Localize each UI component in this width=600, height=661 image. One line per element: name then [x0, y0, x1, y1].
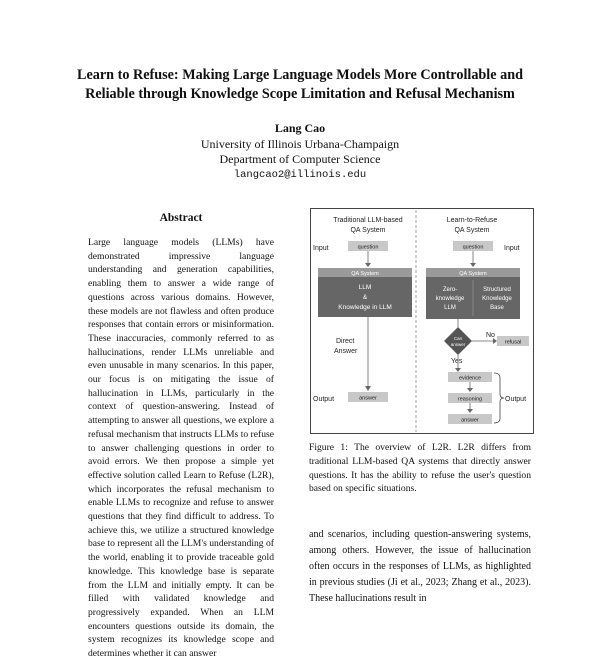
reasoning-arrowhead	[467, 409, 473, 413]
direct-label: Direct	[336, 338, 355, 345]
can-label: Can	[453, 336, 463, 341]
right-input-label: Input	[504, 245, 520, 252]
left-answer-text: answer	[359, 395, 377, 402]
author-block	[100, 121, 500, 183]
left-knowledge-label: Knowledge in LLM	[338, 304, 392, 311]
left-arrowhead-2	[365, 386, 371, 391]
left-input-label: Input	[313, 245, 329, 252]
left-title-2: QA System	[350, 227, 386, 234]
title-line-1: Learn to Refuse: Making Large Language Models More Controllable and	[77, 67, 523, 83]
answer-text: answer	[461, 417, 479, 424]
figure-caption: Figure 1: The overview of L2R. L2R differs from traditional LLM-based QA systems that directly answer questions. It has the ability to refuse the user's question based on specific situations.	[309, 442, 531, 495]
left-amp-label: &	[362, 294, 368, 301]
left-arrowhead-1	[365, 263, 371, 267]
left-title-1: Traditional LLM-based	[333, 217, 403, 224]
yes-label: Yes	[451, 358, 463, 365]
can-answer-diamond	[444, 327, 472, 355]
evidence-arrowhead	[467, 388, 473, 392]
affiliation: University of Illinois Urbana-Champaign	[200, 136, 400, 151]
yes-arrowhead	[455, 368, 461, 372]
no-label: No	[486, 332, 495, 339]
left-question-text: question	[357, 244, 379, 251]
right-question-text: question	[462, 244, 484, 251]
left-llm-label: LLM	[358, 284, 372, 291]
answer-label: Answer	[334, 348, 358, 355]
right-title-2: QA System	[454, 227, 490, 234]
struct-label-3: Base	[490, 305, 504, 311]
right-arrowhead-1	[470, 263, 476, 267]
author-name: Lang Cao	[274, 121, 326, 135]
zero-label-1: Zero-	[442, 287, 458, 293]
email: langcao2@illinois.edu	[233, 168, 367, 181]
zero-label-2: knowledge	[435, 296, 465, 302]
title-line-2: Reliable through Knowledge Scope Limitation and Refusal Mechanism	[85, 86, 515, 102]
refusal-text: refusal	[504, 339, 522, 346]
abstract-text: Large language models (LLMs) have demonstrated impressive language understanding and generation capabilities, enabling them to answer a wide range of questions across various domains. However, these models are not flawless and often produce responses that contain errors or misinformation. These inaccuracies, commonly referred to as hallucinations, render LLMs unreliable and even unusable in many scenarios. In this paper, our focus is on mitigating the issue of hallucination in LLMs, particularly in the context of question-answering. Instead of attempting to answer all questions, we explore a refusal mechanism that instructs LLMs to refuse to answer challenging questions in order to avoid errors. We then propose a simple yet effective solution called Learn to Refuse (L2R), which incorporates the refusal mechanism to enable LLMs to recognize and refuse to answer questions that they find difficult to address. To achieve this, we utilize a structured knowledge base to represent all the LLM's understanding of the world, enabling it to provide traceable gold knowledge. This knowledge base is separate from the LLM and initially empty. It can be filled with validated knowledge and progressively expanded. When an LLM encounters questions outside its domain, the system recognizes its knowledge scope and determines whether it can answer	[88, 237, 274, 660]
right-qa-system-label: QA System	[459, 271, 487, 277]
struct-label-1: Structured	[483, 287, 511, 293]
output-brace	[494, 373, 504, 423]
figure-1	[310, 208, 534, 434]
abstract-heading: Abstract	[159, 212, 203, 224]
paper-title	[40, 66, 560, 104]
zero-label-3: LLM	[444, 305, 456, 311]
struct-label-2: Knowledge	[482, 296, 512, 302]
right-output-label: Output	[505, 396, 527, 403]
evidence-text: evidence	[458, 375, 482, 382]
left-qa-system-label: QA System	[351, 271, 379, 277]
answer-q-label: answer	[450, 342, 466, 347]
left-output-label: Output	[313, 396, 335, 403]
body-text: and scenarios, including question-answering systems, among others. However, the issue of hallucination often occurs in the responses of LLMs, as highlighted in previous studies (Ji et al., 2023; Zhang et al., 2023). These hallucinations result in	[309, 529, 531, 604]
right-title-1: Learn-to-Refuse	[446, 217, 498, 224]
reasoning-text: reasoning	[457, 396, 483, 403]
department: Department of Computer Science	[219, 152, 381, 166]
